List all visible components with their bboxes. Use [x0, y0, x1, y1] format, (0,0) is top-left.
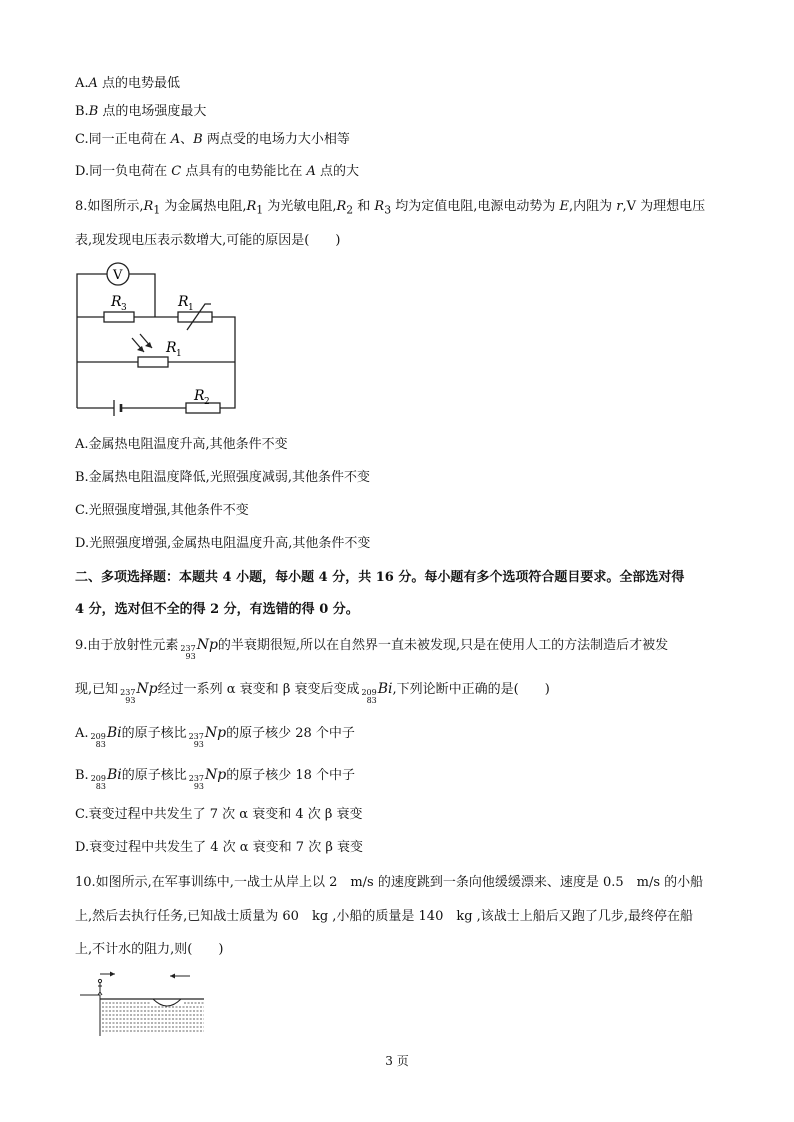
bi-isotope-numbers: 209 83: [361, 688, 377, 705]
q9-option-b: B. 209 83 Bi的原子核比 237 93 Np的原子核少 18 个中子: [75, 767, 356, 791]
q9-option-c: C.衰变过程中共发生了 7 次 α 衰变和 4 次 β 衰变: [75, 807, 363, 822]
svg-text:R: R: [178, 294, 189, 310]
q8-option-b: B.金属热电阻温度降低,光照强度减弱,其他条件不变: [75, 470, 370, 485]
q7-option-a: A.A 点的电势最低: [75, 76, 181, 91]
q10-boat-diagram: [78, 968, 218, 1038]
q9-option-d: D.衰变过程中共发生了 4 次 α 衰变和 7 次 β 衰变: [75, 840, 363, 855]
q8-stem-line1: 8.如图所示$,R_1$ 为金属热电阻$,R_1$ 为光敏电阻$,R_2$ 和 $R_3$ 均为定值电阻,电源电动势为 E,内阻为 r,V 为理想电压: [75, 199, 706, 217]
q10-stem-line3: 上,不计水的阻力,则( ): [75, 942, 224, 957]
q9-option-a: A. 209 83 Bi的原子核比 237 93 Np的原子核少 28 个中子: [75, 725, 355, 749]
svg-text:V: V: [113, 268, 123, 283]
q8-option-c: C.光照强度增强,其他条件不变: [75, 503, 249, 518]
q8-option-d: D.光照强度增强,金属热电阻温度升高,其他条件不变: [75, 536, 371, 551]
q7-option-d: D.同一负电荷在 C 点具有的电势能比在 A 点的大: [75, 164, 359, 179]
svg-text:1: 1: [188, 303, 194, 313]
q7-option-c: C.同一正电荷在 A、B 两点受的电场力大小相等: [75, 132, 350, 147]
q8-stem-line2: 表,现发现电压表示数增大,可能的原因是( ): [75, 233, 341, 248]
svg-text:2: 2: [204, 397, 210, 407]
svg-text:3: 3: [121, 303, 127, 313]
svg-text:R: R: [194, 388, 205, 404]
svg-text:R: R: [166, 340, 177, 356]
svg-text:R: R: [111, 294, 122, 310]
section2-heading-line2: 4 分，选对但不全的得 2 分，有选错的得 0 分。: [75, 602, 359, 617]
q8-option-a: A.金属热电阻温度升高,其他条件不变: [75, 437, 288, 452]
svg-text:1: 1: [176, 349, 182, 359]
q10-stem-line2: 上,然后去执行任务,已知战士质量为 60 kg ,小船的质量是 140 kg ,该战士上船后又跑了几步,最终停在船: [75, 909, 693, 924]
q9-stem-line1: 9.由于放射性元素 237 93 Np的半衰期很短,所以在自然界一直未被发现,只是在使用人工的方法制造后才被发: [75, 637, 669, 661]
section2-heading-line1: 二、多项选择题：本题共 4 小题，每小题 4 分，共 16 分。每小题有多个选项符合题目要求。全部选对得: [75, 570, 685, 585]
q10-stem-line1: 10.如图所示,在军事训练中,一战士从岸上以 2 m/s 的速度跳到一条向他缓缓漂来、速度是 0.5 m/s 的小船: [75, 875, 704, 890]
np-isotope-numbers: 237 93: [180, 644, 196, 661]
page-number: 3 页: [385, 1054, 409, 1068]
q9-stem-line2: 现,已知 237 93 Np经过一系列 α 衰变和 β 衰变后变成 209 83 Bi,下列论断中正确的是( ): [75, 681, 550, 705]
q7-option-b: B.B 点的电场强度最大: [75, 104, 207, 119]
q8-circuit-diagram: [70, 260, 250, 420]
